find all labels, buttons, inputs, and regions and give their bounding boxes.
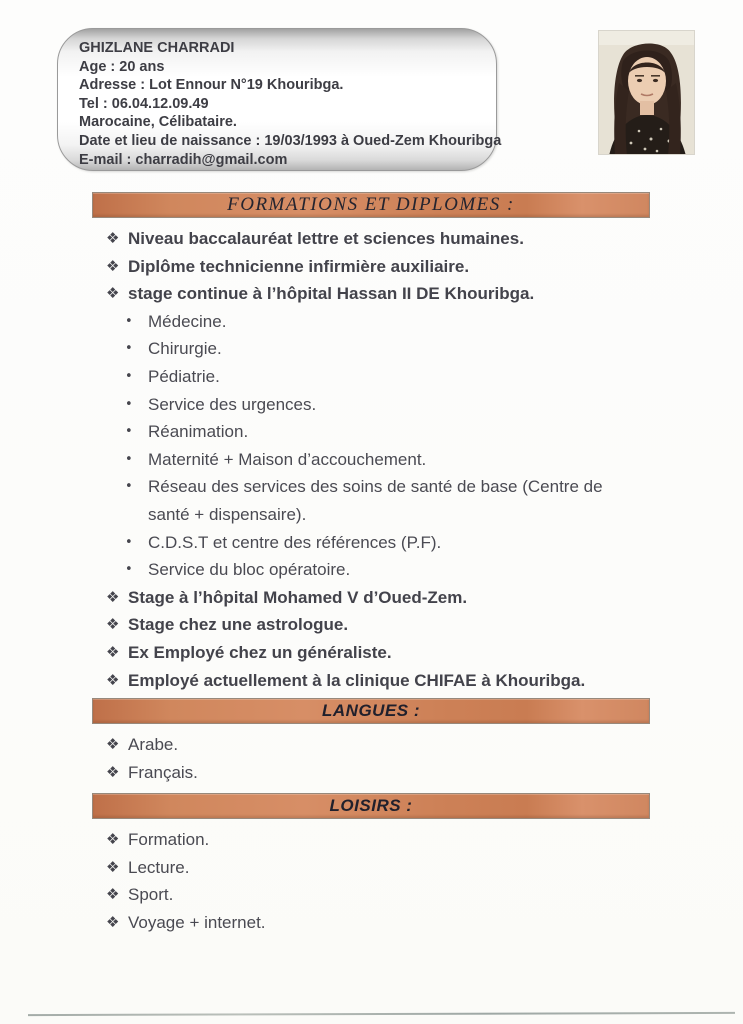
diamond-bullet-icon: ❖ — [106, 229, 120, 247]
dot-bullet-icon: • — [125, 562, 133, 578]
dot-bullet-icon: • — [125, 313, 133, 329]
section-loisirs — [92, 793, 650, 936]
dot-bullet-icon: • — [125, 451, 133, 467]
stage-sub-item-text: Réanimation. — [148, 422, 249, 442]
email-line: E-mail : charradih@gmail.com — [79, 151, 288, 168]
diamond-bullet-icon: ❖ — [106, 587, 120, 606]
stage-sub-item — [92, 529, 650, 557]
dot-bullet-icon: • — [125, 479, 133, 495]
stage-sub-item-text: Service des urgences. — [148, 394, 317, 414]
loisir-item-text: Voyage + internet. — [128, 912, 266, 932]
formation-item-text: stage continue à l’hôpital Hassan II DE Khouribga. — [128, 284, 535, 304]
formation-item-text: Stage à l’hôpital Mohamed V d’Oued-Zem. — [128, 587, 468, 607]
stage-sub-item — [92, 308, 650, 336]
loisir-item — [92, 826, 650, 854]
diamond-bullet-icon: ❖ — [106, 857, 120, 876]
loisir-item-text: Sport. — [128, 885, 174, 905]
stage-sub-item — [92, 418, 650, 446]
loisir-item-text: Formation. — [128, 830, 210, 849]
diamond-bullet-icon: ❖ — [106, 670, 120, 689]
diamond-bullet-icon: ❖ — [106, 762, 120, 781]
formations-section-title: FORMATIONS ET DIPLOMES : — [227, 194, 515, 215]
personal-info-card — [57, 28, 502, 171]
langue-item — [92, 731, 650, 759]
diamond-bullet-icon: ❖ — [106, 256, 120, 275]
diamond-bullet-icon: ❖ — [106, 642, 120, 661]
dot-bullet-icon: • — [125, 368, 133, 384]
langue-item-text: Arabe. — [128, 735, 179, 754]
loisirs-section-bar — [92, 793, 650, 819]
stage-sub-item — [92, 391, 650, 419]
loisir-item — [92, 854, 650, 882]
dot-bullet-icon: • — [125, 396, 133, 412]
formation-item-text: Diplôme technicienne infirmière auxiliaire. — [128, 256, 470, 276]
formations-section-bar — [92, 192, 650, 218]
stage-sub-item-text: C.D.S.T et centre des références (P.F). — [148, 532, 442, 552]
stage-sub-item — [92, 335, 650, 363]
diamond-bullet-icon: ❖ — [106, 912, 120, 931]
dot-bullet-icon: • — [125, 534, 133, 550]
loisir-item — [92, 881, 650, 909]
stage-sub-item — [92, 473, 650, 528]
formation-item — [92, 584, 650, 612]
section-langues — [92, 698, 650, 786]
stage-sub-item-text: Pédiatrie. — [148, 366, 220, 386]
loisir-item — [92, 909, 650, 937]
langues-list — [92, 724, 650, 786]
section-formations — [92, 192, 650, 694]
langue-item-text: Français. — [128, 762, 198, 782]
formation-item — [92, 280, 650, 308]
langues-section-title: LANGUES : — [322, 701, 420, 720]
langue-item — [92, 759, 650, 787]
age-line: Age : 20 ans — [79, 58, 165, 75]
formation-item — [92, 225, 650, 253]
diamond-bullet-icon: ❖ — [106, 615, 120, 634]
stage-sub-item — [92, 446, 650, 474]
dot-bullet-icon: • — [125, 424, 133, 440]
loisir-item-text: Lecture. — [128, 857, 190, 877]
phone-line: Tel : 06.04.12.09.49 — [79, 95, 209, 112]
scanner-artifact-line — [28, 1012, 735, 1016]
formation-item — [92, 639, 650, 667]
nationality-line: Marocaine, Célibataire. — [79, 114, 237, 131]
candidate-name: GHIZLANE CHARRADI — [79, 40, 235, 56]
formation-item — [92, 611, 650, 639]
stage-sub-item-text: Médecine. — [148, 311, 227, 331]
stage-sub-item — [92, 556, 650, 584]
formation-item-text: Niveau baccalauréat lettre et sciences humaines. — [128, 229, 524, 248]
formation-item — [92, 667, 650, 695]
loisirs-list — [92, 819, 650, 936]
stage-sub-item-text: Chirurgie. — [148, 339, 222, 359]
stage-sub-item-text: Maternité + Maison d’accouchement. — [148, 449, 427, 469]
formations-list — [92, 218, 650, 694]
diamond-bullet-icon: ❖ — [106, 885, 120, 904]
id-photo — [598, 30, 695, 155]
langues-section-bar — [92, 698, 650, 724]
diamond-bullet-icon: ❖ — [106, 735, 120, 753]
stage-sub-item-text: Service du bloc opératoire. — [148, 560, 351, 580]
diamond-bullet-icon: ❖ — [106, 830, 120, 848]
stage-sub-item — [92, 363, 650, 391]
formation-item-text: Employé actuellement à la clinique CHIFAE à Khouribga. — [128, 670, 586, 690]
portrait-photo-graphic — [599, 31, 695, 155]
birth-line: Date et lieu de naissance : 19/03/1993 à Oued-Zem Khouribga — [79, 132, 502, 149]
dot-bullet-icon: • — [125, 341, 133, 357]
diamond-bullet-icon: ❖ — [106, 284, 120, 303]
address-line: Adresse : Lot Ennour N°19 Khouribga. — [79, 77, 344, 94]
formation-item-text: Ex Employé chez un généraliste. — [128, 642, 392, 662]
formation-item-text: Stage chez une astrologue. — [128, 615, 349, 635]
stage-sub-item-text: Réseau des services des soins de santé de base (Centre de santé + dispensaire). — [148, 477, 603, 524]
loisirs-section-title: LOISIRS : — [329, 796, 413, 815]
formation-item — [92, 253, 650, 281]
